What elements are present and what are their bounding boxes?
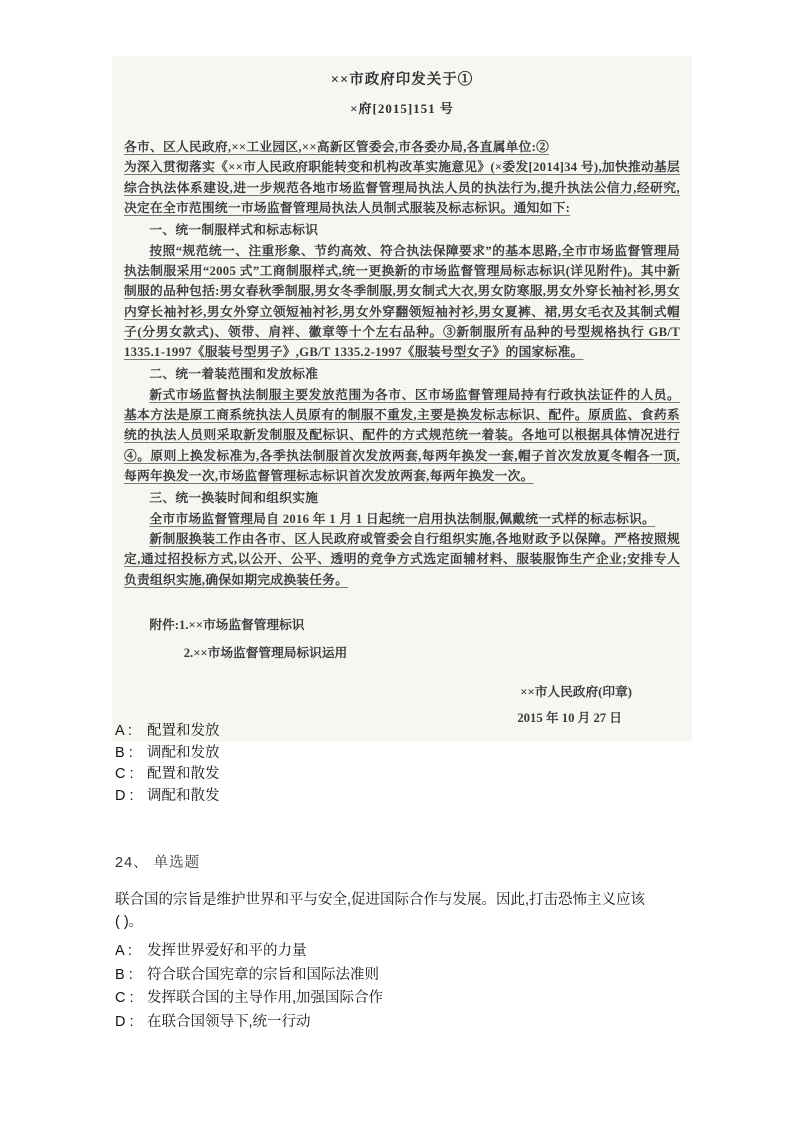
issuer-signature: ××市人民政府(印章) bbox=[520, 684, 632, 699]
document-number: ×府[2015]151 号 bbox=[350, 101, 454, 116]
prev-option-c[interactable] bbox=[115, 764, 220, 786]
prev-option-b[interactable] bbox=[115, 743, 220, 765]
option-text: 调配和发放 bbox=[147, 744, 220, 761]
section1-title: 一、统一制服样式和标志标识 bbox=[149, 223, 319, 238]
signature-block bbox=[124, 681, 680, 726]
document-body bbox=[124, 137, 680, 590]
question-stem-line-2: ( )。 bbox=[115, 914, 144, 930]
option-text: 发挥世界爱好和平的力量 bbox=[147, 943, 307, 959]
q24-option-a[interactable] bbox=[115, 940, 695, 964]
option-text: 配置和散发 bbox=[147, 766, 220, 782]
option-text: 符合联合国宪章的宗旨和国际法准则 bbox=[147, 966, 380, 983]
section3-body-1: 全市市场监督管理局自 2016 年 1 月 1 日起统一启用执法制服,佩戴统一式样的标志标识。 bbox=[149, 511, 656, 526]
q24-option-d[interactable] bbox=[115, 1011, 695, 1035]
question-stem-line-1: 联合国的宗旨是维护世界和平与安全,促进国际合作与发展。因此,打击恐怖主义应该 bbox=[115, 892, 646, 908]
document-title: ××市政府印发关于① bbox=[330, 72, 474, 88]
option-label: C : bbox=[115, 990, 134, 1006]
q24-option-c[interactable] bbox=[115, 987, 695, 1011]
option-label: D : bbox=[115, 1013, 134, 1030]
salutation-line: 各市、区人民政府,××工业园区,××高新区管委会,市各委办局,各直属单位:② bbox=[124, 140, 550, 154]
option-label: B : bbox=[115, 966, 133, 983]
attachment-1: 附件:1.××市场监督管理标识 bbox=[149, 617, 305, 632]
section2-body: 新式市场监督执法制服主要发放范围为各市、区市场监督管理局持有行政执法证件的人员。基本方法是原工商系统执法人员原有的制服不重发,主要是换发标志标识、配件。原质监、食药系统的执法人员则采取新发制服及配标识、配件的方式规范统一着装。各地可以根据具体情况进行④。原则上换发标准为,各季执法制服首次发放两套,每两年换发一套,帽子首次发放夏冬帽各一顶,每两年换发一次,市场监督管理标志标识首次发放两套,每两年换发一次。 bbox=[124, 387, 680, 483]
option-text: 在联合国领导下,统一行动 bbox=[147, 1013, 311, 1030]
prev-option-a[interactable] bbox=[115, 721, 220, 743]
option-label: A : bbox=[115, 723, 132, 739]
q24-option-b[interactable] bbox=[115, 964, 695, 988]
section3-title: 三、统一换装时间和组织实施 bbox=[149, 491, 319, 506]
option-label: A : bbox=[115, 943, 132, 959]
question-stem bbox=[115, 889, 695, 933]
option-text: 配置和发放 bbox=[147, 723, 220, 739]
option-label: C : bbox=[115, 766, 134, 782]
question-24-options bbox=[115, 940, 695, 1034]
option-label: D : bbox=[115, 787, 134, 804]
issue-date: 2015 年 10 月 27 日 bbox=[517, 710, 622, 725]
attachments-block bbox=[124, 614, 680, 661]
section1-body: 按照“规范统一、注重形象、节约高效、符合执法保障要求”的基本思路,全市市场监督管理局执法制服采用“2005 式”工商制服样式,统一更换新的市场监督管理局标志标识(详见附件)。其中新制服的品种包括:男女春秋季制服,男女冬季制服,男女制式大衣,男女防寒服,男女外穿长袖衬衫,男女内穿长袖衬衫,男女外穿立领短袖衬衫,男女外穿翻领短袖衬衫,男女夏裤、裙,男女毛衣及其制式帽子(分男女款式)、领带、肩袢、徽章等十个左右品种。③新制服所有品种的号型规格执行 GB/T 1335.1-1997《服装号型男子》,GB/T 1335.2-1997《服装号型女子》的国家标准。 bbox=[124, 243, 680, 360]
section2-title: 二、统一着装范围和发放标准 bbox=[149, 367, 319, 382]
intro-paragraph: 为深入贯彻落实《××市人民政府职能转变和机构改革实施意见》(×委发[2014]34 号),加快推动基层综合执法体系建设,进一步规范各地市场监督管理局执法人员的执法行为,提升执法公信力,经研究,决定在全市范围统一市场监督管理局执法人员制式服装及标志标识。通知如下: bbox=[124, 160, 680, 215]
option-label: B : bbox=[115, 744, 133, 761]
option-text: 调配和散发 bbox=[147, 787, 220, 804]
question-24 bbox=[115, 851, 695, 1034]
question-number-header: 24、 单选题 bbox=[115, 855, 201, 871]
scanned-notice-document bbox=[112, 56, 692, 742]
option-text: 发挥联合国的主导作用,加强国际合作 bbox=[147, 990, 384, 1006]
prev-option-d[interactable] bbox=[115, 786, 220, 808]
section3-body-2: 新制服换装工作由各市、区人民政府或管委会自行组织实施,各地财政予以保障。严格按照规定,通过招投标方式,以公开、公平、透明的竞争方式选定面辅材料、服装服饰生产企业;安排专人负责组织实施,确保如期完成换装任务。 bbox=[124, 531, 680, 587]
attachment-2: 2.××市场监督管理局标识运用 bbox=[183, 645, 348, 660]
previous-question-options bbox=[115, 721, 220, 807]
